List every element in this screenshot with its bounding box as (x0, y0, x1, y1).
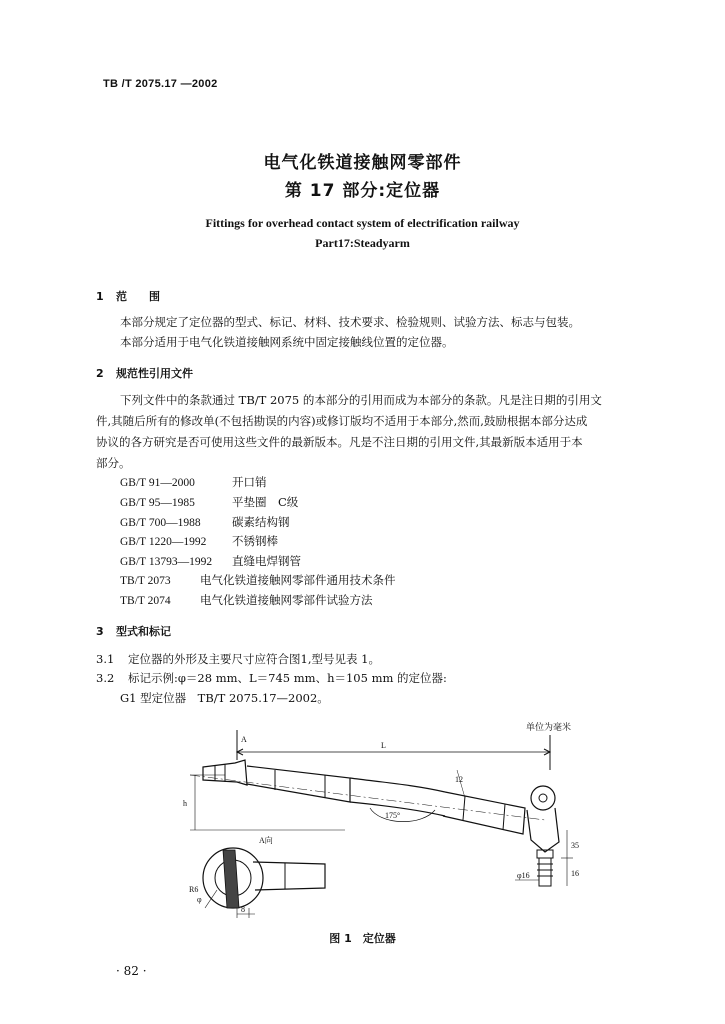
reference-name: 开口销 (232, 475, 267, 489)
paragraph-line: 件,其随后所有的修改单(不包括勘误的内容)或修订版均不适用于本部分,然而,鼓励根据本部分达成 (96, 414, 588, 428)
clause-number: 3.2 (96, 671, 115, 685)
paragraph: 本部分适用于电气化铁道接触网系统中固定接触线位置的定位器。 (120, 335, 454, 349)
r6-label: R6 (189, 885, 199, 894)
section-number: 2 (96, 367, 104, 380)
standard-number: TB /T 2075.17 —2002 (103, 78, 218, 90)
section-title: 型式和标记 (116, 625, 171, 638)
marking-example: G1 型定位器 TB/T 2075.17—2002。 (120, 691, 329, 705)
reference-code: GB/T 700—1988 (120, 517, 201, 529)
dim-16-label: 16 (571, 869, 579, 878)
clause-number: 3.1 (96, 652, 115, 666)
clause-3-1 (96, 651, 380, 667)
steadyarm-drawing (175, 730, 595, 925)
figure-caption: 图 1 定位器 (329, 932, 396, 945)
dim-h-label: h (183, 799, 187, 808)
reference-item (120, 494, 298, 510)
reference-name: 碳素结构钢 (232, 515, 290, 529)
reference-name: 电气化铁道接触网零部件通用技术条件 (200, 573, 396, 587)
unit-note: 单位为毫米 (526, 723, 572, 733)
paragraph-line: 部分。 (96, 456, 131, 470)
reference-item (120, 533, 278, 549)
reference-name: 平垫圈 C级 (232, 495, 299, 509)
phi16-label: φ16 (517, 871, 530, 880)
clause-text: 定位器的外形及主要尺寸应符合图1,型号见表 1。 (128, 652, 380, 666)
clause-text: 标记示例:φ＝28 mm、L＝745 mm、h＝105 mm 的定位器: (128, 671, 447, 685)
reference-code: GB/T 95—1985 (120, 497, 195, 509)
view-label: A向 (259, 836, 273, 845)
reference-name: 直缝电焊钢管 (232, 554, 301, 568)
clause-3-2 (96, 670, 447, 686)
title-english-line1: Fittings for overhead contact system of electrification railway (205, 216, 520, 230)
reference-item (120, 592, 373, 608)
reference-code: GB/T 13793—1992 (120, 556, 213, 568)
dim-A-label: A (241, 735, 247, 744)
dim-35-label: 35 (571, 841, 579, 850)
section-title: 范 围 (116, 290, 160, 303)
dim-L-label: L (381, 741, 386, 750)
reference-item (120, 474, 267, 490)
angle-label: 175° (385, 811, 401, 820)
page-number: · 82 · (116, 964, 147, 978)
reference-code: GB/T 1220—1992 (120, 536, 207, 548)
reference-code: TB/T 2074 (120, 595, 171, 607)
section-number: 1 (96, 290, 104, 303)
section-number: 3 (96, 625, 104, 638)
reference-item (120, 514, 290, 530)
title-chinese-line1: 电气化铁道接触网零部件 (263, 153, 462, 173)
reference-code: GB/T 91—2000 (120, 477, 195, 489)
section-3-heading (96, 623, 171, 639)
section-title: 规范性引用文件 (116, 367, 193, 380)
phi-label: φ (197, 895, 202, 904)
title-chinese-line2: 第 17 部分:定位器 (284, 181, 441, 201)
dim-12-label: 12 (455, 775, 463, 784)
reference-name: 电气化铁道接触网零部件试验方法 (200, 593, 373, 607)
paragraph: 本部分规定了定位器的型式、标记、材料、技术要求、检验规则、试验方法、标志与包装。 (120, 315, 580, 329)
paragraph-line: 协议的各方研究是否可使用这些文件的最新版本。凡是不注日期的引用文件,其最新版本适用于本 (96, 435, 583, 449)
reference-item (120, 553, 301, 569)
section-1-heading (96, 288, 160, 304)
reference-item (120, 572, 396, 588)
reference-code: TB/T 2073 (120, 575, 171, 587)
section-2-heading (96, 365, 193, 381)
dim-8-label: 8 (241, 905, 245, 914)
paragraph-line: 下列文件中的条款通过 TB/T 2075 的本部分的引用而成为本部分的条款。凡是注日期的引用文 (120, 393, 602, 407)
title-english-line2: Part17:Steadyarm (315, 236, 410, 250)
reference-name: 不锈钢棒 (232, 534, 278, 548)
